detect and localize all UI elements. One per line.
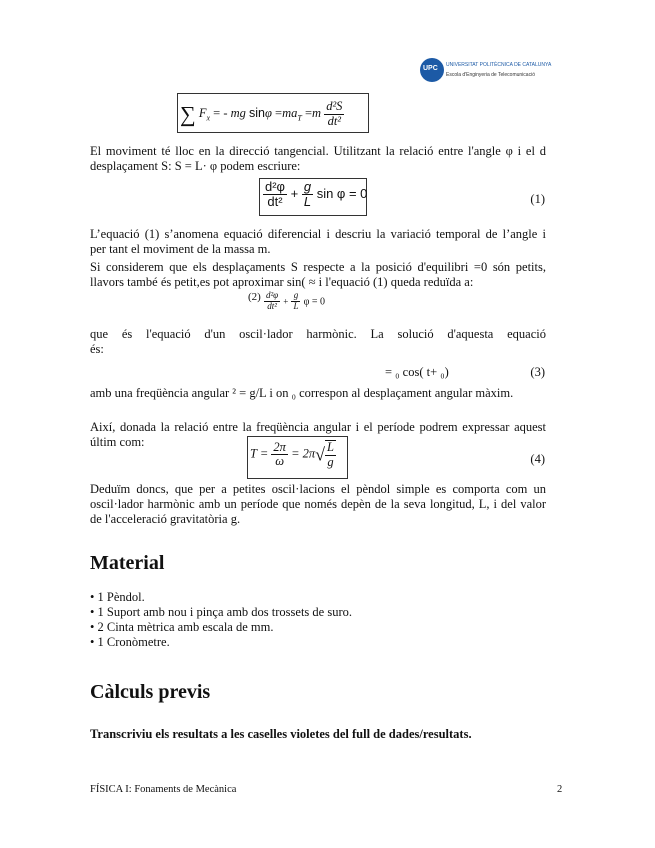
- list-item: • 1 Pèndol.: [90, 590, 145, 604]
- logo-line1: UNIVERSITAT POLITÈCNICA DE CATALUNYA: [446, 62, 552, 68]
- equation-1: $\frac{\text{d²φ}}{\text{dt²}}$ + $\frac{g}{L}$ sin φ = 0: [259, 178, 367, 216]
- paragraph-6-line-1: Així, donada la relació entre la freqüència angular i el període podrem expressar aquest: [90, 420, 546, 434]
- equation-3: = ₀ cos( t+ ₀): [385, 365, 449, 379]
- logo-line2: Escola d'Enginyeria de Telecomunicació: [446, 72, 535, 78]
- list-item: • 2 Cinta mètrica amb escala de mm.: [90, 620, 274, 634]
- paragraph-1-line-2: desplaçament S: S = L· φ podem escriure:: [90, 159, 301, 173]
- paragraph-4-line-1: que és l'equació d'un oscil·lador harmònic. La solució d'aquesta equació: [90, 327, 546, 341]
- paragraph-7-line-3: de l'acceleració gravitatòria g.: [90, 512, 241, 526]
- equation-2: (2) $\frac{\text{d²φ}}{\text{dt²}}$ + $\frac{g}{L}$ φ = 0: [248, 290, 326, 311]
- equation-1-number: (1): [530, 192, 545, 206]
- paragraph-2-line-1: L’equació (1) s’anomena equació diferencial i descriu la variació temporal de l’angle i: [90, 227, 546, 241]
- calculs-heading: Càlculs previs: [90, 681, 211, 703]
- footer-title: FÍSICA I: Fonaments de Mecànica: [90, 784, 237, 795]
- equation-2-label: (2): [248, 291, 261, 303]
- page-number: 2: [557, 784, 563, 795]
- paragraph-7-line-1: Deduïm doncs, que per a petites oscil·lacions el pèndol simple es comporta com un: [90, 482, 546, 496]
- equation-4: T = $\frac{2\pi}{\omega}$ = 2π√ $\frac{L}{g}$: [247, 436, 348, 479]
- logo-emblem: [420, 58, 444, 82]
- paragraph-3-line-1: Si considerem que els desplaçaments S respecte a la posició d'equilibri =0 són petits,: [90, 260, 546, 274]
- upc-logo: [420, 58, 570, 84]
- paragraph-2-line-2: per tant el moviment de la massa m.: [90, 242, 271, 256]
- paragraph-3-line-2: llavors també és petit,es pot aproximar sin( ≈ i l'equació (1) queda reduïda a:: [90, 275, 474, 289]
- list-item: • 1 Cronòmetre.: [90, 635, 170, 649]
- paragraph-7-line-2: oscil·lador harmònic amb un període que només depèn de la seva longitud, L, i del valor: [90, 497, 546, 511]
- material-heading: Material: [90, 552, 165, 574]
- paragraph-5: amb una freqüència angular ² = g/L i on ₀ correspon al desplaçament angular màxim.: [90, 386, 514, 400]
- equation-4-number: (4): [530, 452, 545, 466]
- calculs-instruction: Transcriviu els resultats a les caselles violetes del full de dades/resultats.: [90, 727, 472, 741]
- sum-symbol: ∑: [180, 101, 196, 127]
- list-item: • 1 Suport amb nou i pinça amb dos trossets de suro.: [90, 605, 352, 619]
- paragraph-4-line-2: és:: [90, 342, 104, 356]
- logo-badge: UPC: [423, 65, 438, 72]
- paragraph-1-line-1: El moviment té lloc en la direcció tangencial. Utilitzant la relació entre l'angle φ i el d: [90, 144, 546, 158]
- equation-3-number: (3): [530, 365, 545, 379]
- paragraph-6-line-2: últim com:: [90, 435, 145, 449]
- equation-tangential-force: ∑ $F_x$ = - mg $\sin\varphi =ma_T =m$ $\frac{\text{d²S}}{\text{dt²}}$: [177, 93, 369, 133]
